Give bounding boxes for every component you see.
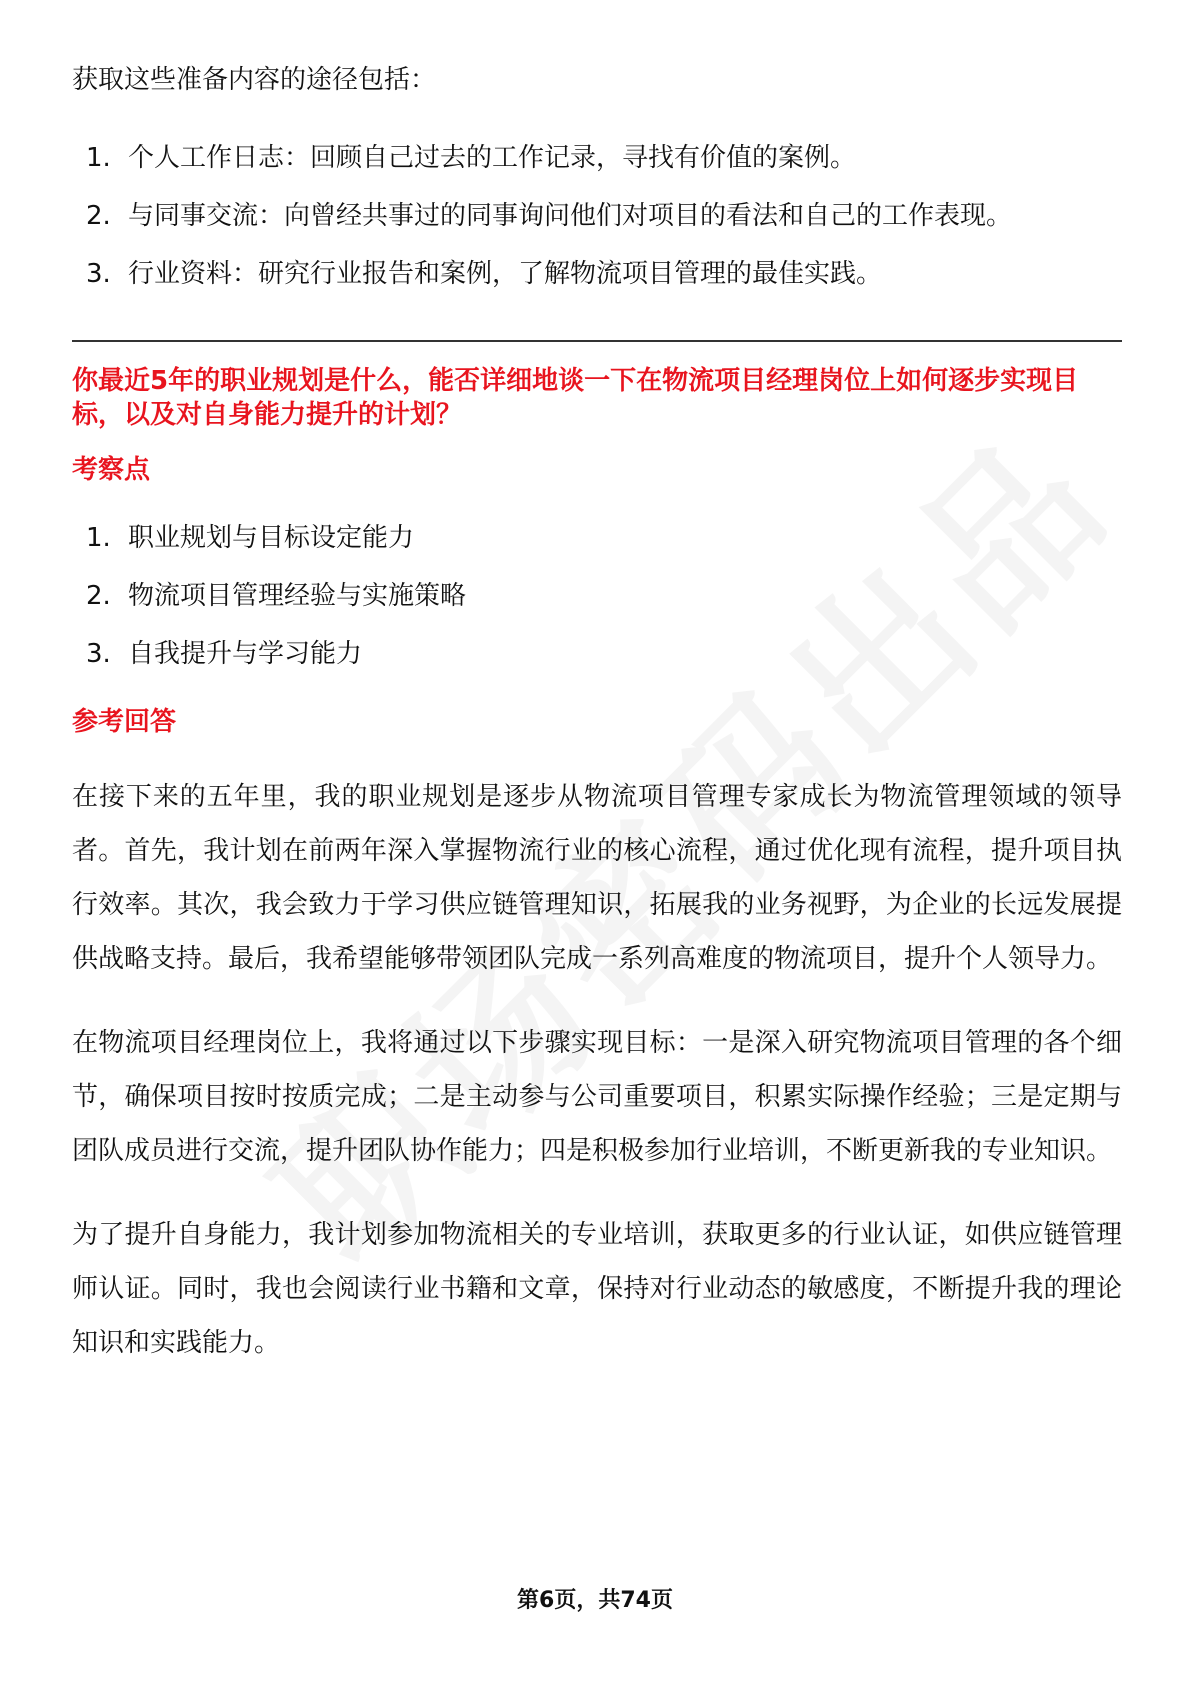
- list-number: 1.: [86, 523, 111, 553]
- list-item-text: 个人工作日志：回顾自己过去的工作记录，寻找有价值的案例。: [128, 143, 857, 173]
- list-number: 1.: [86, 143, 111, 173]
- list-item-text: 物流项目管理经验与实施策略: [128, 581, 467, 611]
- list-number: 3.: [86, 639, 111, 669]
- list-item: [72, 518, 1122, 558]
- list-item: [72, 634, 1122, 674]
- page-footer: 第6页，共74页: [517, 1588, 673, 1613]
- question-heading: 你最近5年的职业规划是什么，能否详细地谈一下在物流项目经理岗位上如何逐步实现目标，以及对自身能力提升的计划？: [72, 366, 1079, 430]
- list-item-text: 自我提升与学习能力: [128, 639, 363, 669]
- list-number: 2.: [86, 201, 111, 231]
- answer-paragraph: 在物流项目经理岗位上，我将通过以下步骤实现目标：一是深入研究物流项目管理的各个细节，确保项目按时按质完成；二是主动参与公司重要项目，积累实际操作经验；三是定期与团队成员进行交流，提升团队协作能力；四是积极参加行业培训，不断更新我的专业知识。: [72, 1028, 1122, 1166]
- list-item-text: 职业规划与目标设定能力: [128, 523, 415, 553]
- answer-title: 参考回答: [72, 707, 177, 737]
- answer-paragraph: 在接下来的五年里，我的职业规划是逐步从物流项目管理专家成长为物流管理领域的领导者。首先，我计划在前两年深入掌握物流行业的核心流程，通过优化现有流程，提升项目执行效率。其次，我会致力于学习供应链管理知识，拓展我的业务视野，为企业的长远发展提供战略支持。最后，我希望能够带领团队完成一系列高难度的物流项目，提升个人领导力。: [72, 782, 1122, 974]
- focus-points-list: [72, 518, 1122, 674]
- sources-list: [72, 138, 1122, 294]
- list-item: [72, 576, 1122, 616]
- focus-title: 考察点: [72, 455, 151, 485]
- answer-paragraph: 为了提升自身能力，我计划参加物流相关的专业培训，获取更多的行业认证，如供应链管理师认证。同时，我也会阅读行业书籍和文章，保持对行业动态的敏感度，不断提升我的理论知识和实践能力。: [72, 1220, 1122, 1358]
- list-number: 2.: [86, 581, 111, 611]
- section-divider: [72, 340, 1122, 342]
- page-content: [72, 60, 1122, 1400]
- list-item: [72, 138, 1122, 178]
- intro-text: 获取这些准备内容的途径包括：: [72, 65, 437, 95]
- list-number: 3.: [86, 259, 111, 289]
- list-item: [72, 196, 1122, 236]
- list-item-text: 与同事交流：向曾经共事过的同事询问他们对项目的看法和自己的工作表现。: [128, 201, 1013, 231]
- list-item: [72, 254, 1122, 294]
- list-item-text: 行业资料：研究行业报告和案例，了解物流项目管理的最佳实践。: [128, 259, 883, 289]
